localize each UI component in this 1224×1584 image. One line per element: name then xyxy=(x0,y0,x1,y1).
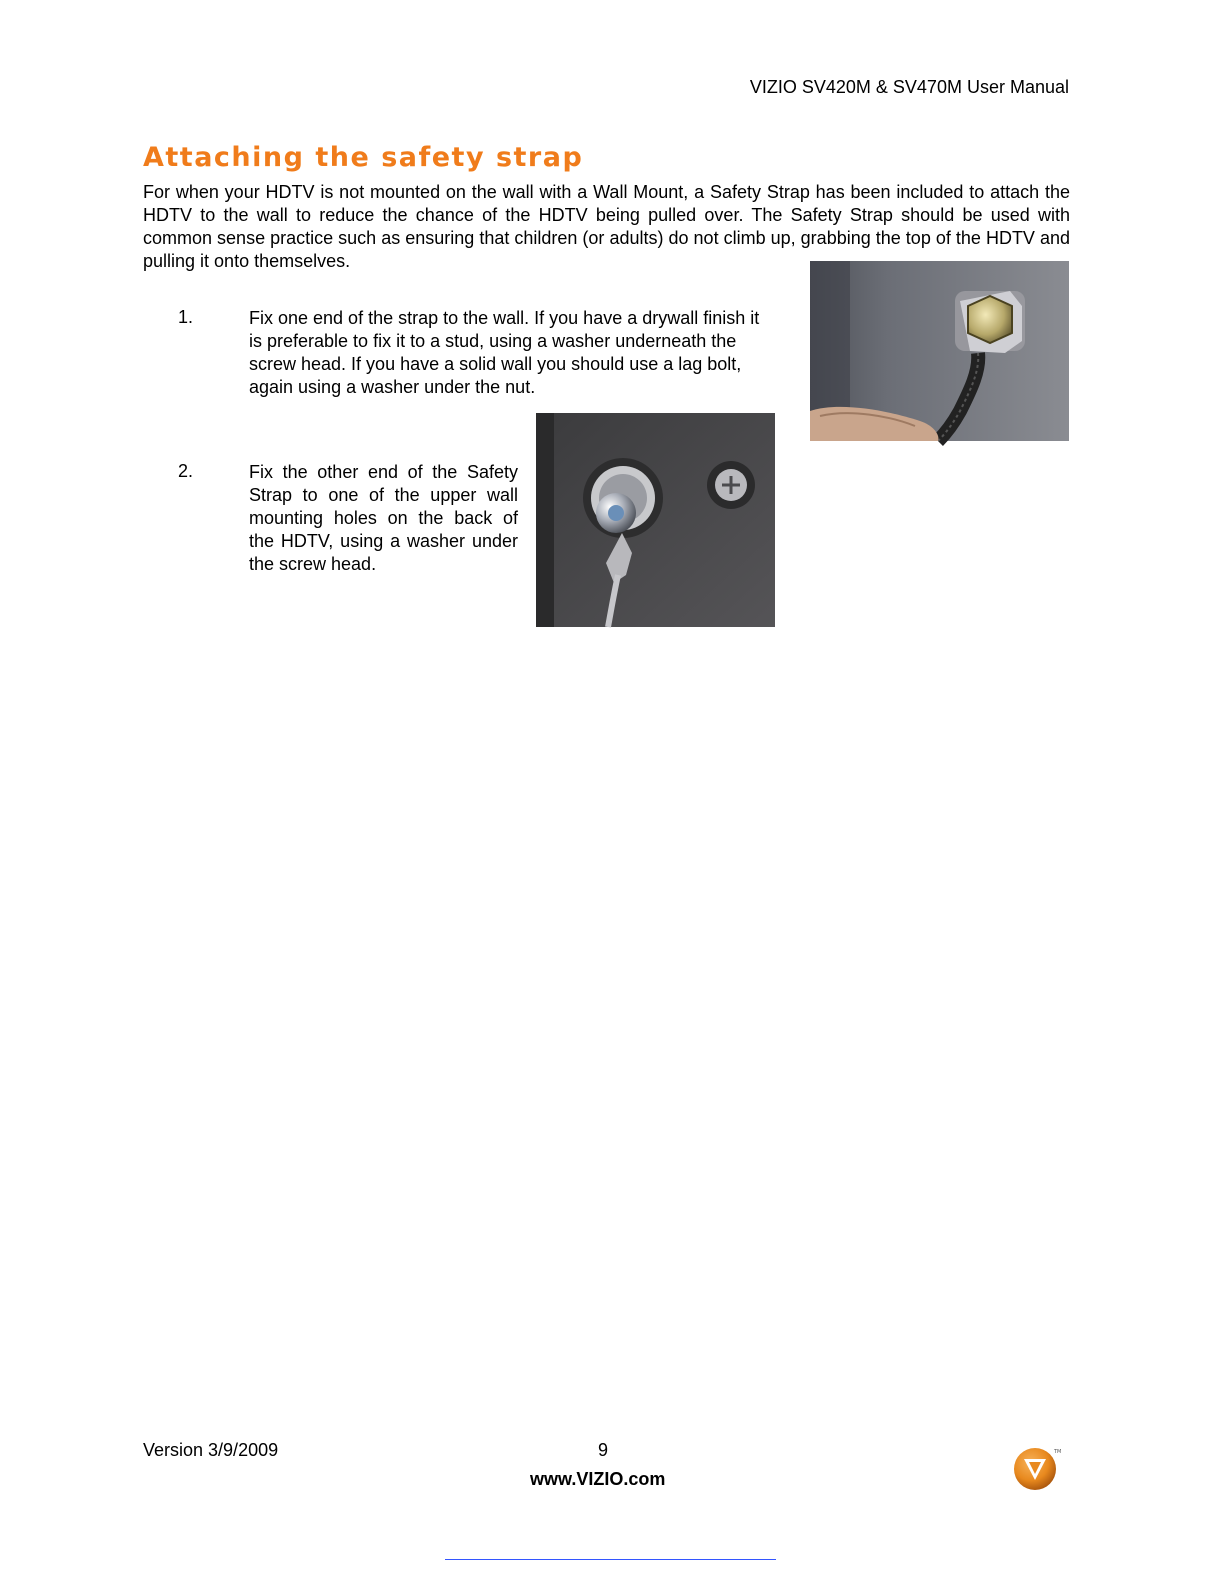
footer-divider-line xyxy=(445,1559,776,1560)
intro-paragraph: For when your HDTV is not mounted on the wall with a Wall Mount, a Safety Strap has been included to attach the HDTV to the wall to reduce the chance of the HDTV being pulled over. The Safety Strap should be used with common sense practice such as ensuring that children (or adults) do not climb up, grabbing the top of the HDTV and pulling it onto themselves. xyxy=(143,182,1070,271)
step-2-number: 2. xyxy=(178,461,194,481)
section-title: Attaching the safety strap xyxy=(143,142,584,173)
hdtv-strap-photo xyxy=(536,413,775,627)
wall-strap-photo xyxy=(810,261,1069,441)
step-1-text: Fix one end of the strap to the wall. If you have a drywall finish it is preferable to fix it to a stud, using a washer underneath the screw head. If you have a solid wall you should use a lag bolt, again using a washer under the nut. xyxy=(249,308,760,397)
footer-website-link[interactable]: www.VIZIO.com xyxy=(530,1469,666,1489)
step-2-text: Fix the other end of the Safety Strap to one of the upper wall mounting holes on the back of the HDTV, using a washer under the screw head. xyxy=(249,462,518,574)
page-header: VIZIO SV420M & SV470M User Manual xyxy=(749,77,1069,97)
step-1-number: 1. xyxy=(178,307,194,327)
vizio-logo xyxy=(1012,1444,1060,1492)
svg-text:TM: TM xyxy=(1054,1449,1062,1455)
page-number: 9 xyxy=(598,1440,609,1460)
footer-version: Version 3/9/2009 xyxy=(143,1440,279,1460)
